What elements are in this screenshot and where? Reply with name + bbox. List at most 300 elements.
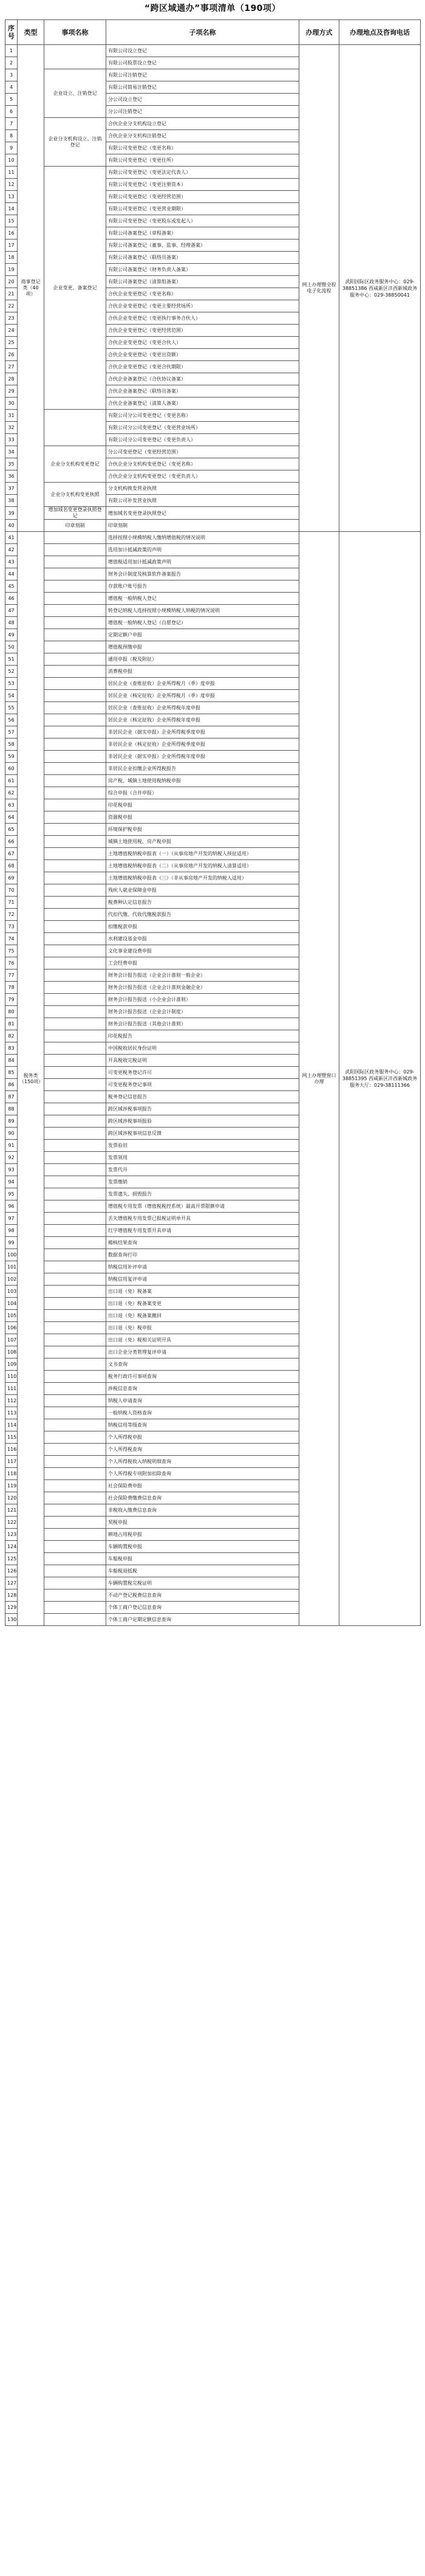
sub-item-name: 环境保护税申报 [106, 824, 299, 836]
sub-item-name: 车辆购置税完税证明 [106, 1577, 299, 1589]
row-number: 93 [5, 1164, 18, 1176]
sub-item-name: 增值税预缴申报 [106, 641, 299, 653]
sub-item-name: 税务行政许可事项查询 [106, 1371, 299, 1383]
row-number: 98 [5, 1225, 18, 1237]
row-number: 81 [5, 1018, 18, 1030]
item-category [44, 1067, 106, 1079]
row-number: 9 [5, 142, 18, 154]
item-category [44, 982, 106, 994]
item-category [44, 1529, 106, 1541]
item-category [44, 1042, 106, 1055]
sub-item-name: 出口退（免）税备案撤回 [106, 1310, 299, 1322]
sub-item-name: 中国税收居民身份证明 [106, 1042, 299, 1055]
item-category [44, 799, 106, 811]
sub-item-name: 合伙企业变更登记（变更名称） [106, 288, 299, 300]
item-category [44, 532, 106, 544]
sub-item-name: 有限公司备案登记（财务负责人备案） [106, 264, 299, 276]
row-number: 48 [5, 617, 18, 629]
sub-item-name: 合伙企业分支机构变更登记（变更负责人） [106, 470, 299, 483]
sub-item-name: 居民企业（查账征收）企业所得税月（季）度申报 [106, 678, 299, 690]
sub-item-name: 代扣代缴、代收代缴税款报告 [106, 909, 299, 921]
header-mode: 办理方式 [299, 20, 339, 45]
item-category [44, 1334, 106, 1346]
row-number: 50 [5, 641, 18, 653]
sub-item-name: 有限公司变更登记（变更法定代表人） [106, 167, 299, 179]
row-number: 54 [5, 690, 18, 702]
row-number: 30 [5, 398, 18, 410]
sub-item-name: 居民企业（核定征收）企业所得税年度申报 [106, 714, 299, 726]
item-category [44, 824, 106, 836]
row-number: 125 [5, 1553, 18, 1565]
sub-item-name: 合伙企业备案登记（合伙协议备案） [106, 373, 299, 385]
sub-item-name: 有限公司分公司变更登记（变更名称） [106, 410, 299, 422]
item-category [44, 994, 106, 1006]
row-number: 100 [5, 1249, 18, 1261]
item-category [44, 1261, 106, 1273]
row-number: 74 [5, 933, 18, 945]
row-number: 4 [5, 81, 18, 94]
item-table [5, 19, 421, 1626]
handling-mode: 网上办理暨全程电子化流程 [299, 45, 339, 532]
row-number: 23 [5, 312, 18, 325]
sub-item-name: 文书查询 [106, 1359, 299, 1371]
sub-item-name: 合伙企业变更登记（变更主要经营场所） [106, 300, 299, 312]
item-category [44, 1322, 106, 1334]
sub-item-name: 有限公司备案登记（联络员备案） [106, 252, 299, 264]
row-number: 80 [5, 1006, 18, 1018]
item-category [44, 1614, 106, 1626]
sub-item-name: 合伙企业分支机构变更登记（变更名称） [106, 458, 299, 470]
row-number: 8 [5, 130, 18, 142]
sub-item-name: 有限公司分公司变更登记（变更营业场所） [106, 422, 299, 434]
sub-item-name: 有限公司补发营业执照 [106, 495, 299, 507]
row-number: 77 [5, 969, 18, 982]
item-category [44, 957, 106, 969]
group-type: 税务类（150项） [18, 532, 44, 1626]
item-category [44, 1383, 106, 1395]
row-number: 94 [5, 1176, 18, 1188]
item-category [44, 1286, 106, 1298]
item-category [44, 909, 106, 921]
sub-item-name: 城镇土地使用税、房产税申报 [106, 836, 299, 848]
item-category [44, 848, 106, 860]
row-number: 47 [5, 605, 18, 617]
item-category [44, 1225, 106, 1237]
item-category: 印章刻制 [44, 520, 106, 532]
sub-item-name: 车船税退抵税 [106, 1565, 299, 1577]
row-number: 33 [5, 434, 18, 446]
item-category [44, 897, 106, 909]
item-category [44, 969, 106, 982]
row-number: 21 [5, 288, 18, 300]
row-number: 116 [5, 1444, 18, 1456]
row-number: 1 [5, 45, 18, 57]
item-category [44, 678, 106, 690]
row-number: 25 [5, 337, 18, 349]
row-number: 19 [5, 264, 18, 276]
row-number: 13 [5, 191, 18, 203]
sub-item-name: 合伙企业分支机构注销登记 [106, 130, 299, 142]
row-number: 86 [5, 1079, 18, 1091]
row-number: 14 [5, 203, 18, 215]
sub-item-name: 出口退（免）税相关证明开具 [106, 1334, 299, 1346]
row-number: 27 [5, 361, 18, 373]
item-category: 企业变更、备案登记 [44, 167, 106, 410]
sub-item-name: 纳税人申请查询 [106, 1395, 299, 1407]
sub-item-name: 合伙企业变更登记（变更经营范围） [106, 325, 299, 337]
sub-item-name: 一般纳税人资格查询 [106, 1407, 299, 1419]
row-number: 97 [5, 1213, 18, 1225]
sub-item-name: 有限公司备案登记（清算组备案） [106, 276, 299, 288]
item-category [44, 1589, 106, 1602]
sub-item-name: 财务会计报告报送（企业会计准则金融企业） [106, 982, 299, 994]
sub-item-name: 跨区域涉税事项报验 [106, 1115, 299, 1128]
sub-item-name: 个人所得税申报 [106, 1431, 299, 1444]
table-row [5, 45, 421, 57]
item-category [44, 1103, 106, 1115]
row-number: 6 [5, 106, 18, 118]
row-number: 16 [5, 227, 18, 239]
row-number: 51 [5, 653, 18, 666]
sub-item-name: 不动产登记税费信息查询 [106, 1589, 299, 1602]
sub-item-name: 印花税报告 [106, 1030, 299, 1042]
item-category [44, 556, 106, 568]
row-number: 44 [5, 568, 18, 580]
item-category [44, 1517, 106, 1529]
sub-item-name: 个体工商户登记信息查询 [106, 1602, 299, 1614]
item-category [44, 1152, 106, 1164]
item-category: 企业分支机构变更登记 [44, 446, 106, 483]
row-number: 35 [5, 458, 18, 470]
sub-item-name: 丢失增值税专用发票已报税证明单开具 [106, 1213, 299, 1225]
sub-item-name: 出口退（免）税申报 [106, 1322, 299, 1334]
item-category [44, 739, 106, 751]
sub-item-name: 耕地占用税申报 [106, 1529, 299, 1541]
row-number: 101 [5, 1261, 18, 1273]
sub-item-name: 稽核结果查询 [106, 1237, 299, 1249]
item-category [44, 1213, 106, 1225]
sub-item-name: 有限公司变更登记（变更名称） [106, 142, 299, 154]
sub-item-name: 社会保险费申报 [106, 1480, 299, 1492]
item-category [44, 1030, 106, 1042]
item-category [44, 1128, 106, 1140]
sub-item-name: 财务会计制度及核算软件备案报告 [106, 568, 299, 580]
item-category [44, 1310, 106, 1322]
sub-item-name: 契税申报 [106, 1517, 299, 1529]
item-category [44, 775, 106, 787]
sub-item-name: 转登记纳税人选择按照小规模纳税人纳税的情况说明 [106, 605, 299, 617]
header-name: 事项名称 [44, 20, 106, 45]
sub-item-name: 个体工商户定期定额信息查询 [106, 1614, 299, 1626]
sub-item-name: 数据查询打印 [106, 1249, 299, 1261]
sub-item-name: 水利建设基金申报 [106, 933, 299, 945]
row-number: 61 [5, 775, 18, 787]
sub-item-name: 出口退（免）税备案变更 [106, 1298, 299, 1310]
row-number: 127 [5, 1577, 18, 1589]
sub-item-name: 个人所得税收入纳税明细查询 [106, 1456, 299, 1468]
row-number: 69 [5, 872, 18, 884]
item-category [44, 860, 106, 872]
sub-item-name: 出口退（免）税备案 [106, 1286, 299, 1298]
row-number: 112 [5, 1395, 18, 1407]
row-number: 85 [5, 1067, 18, 1079]
row-number: 84 [5, 1055, 18, 1067]
sub-item-name: 土地增值税纳税申报表（三）（非从事房地产开发的纳税人适用） [106, 872, 299, 884]
row-number: 119 [5, 1480, 18, 1492]
sub-item-name: 发票代开 [106, 1164, 299, 1176]
item-category [44, 787, 106, 799]
row-number: 20 [5, 276, 18, 288]
table-body [5, 45, 421, 1626]
location-contact: 武阳国际区政务服务中心：029-38851386 西咸新区沣西新城政务服务中心：029-38850041 [339, 45, 421, 532]
sub-item-name: 增加域名变更登录执照登记 [106, 507, 299, 520]
row-number: 108 [5, 1346, 18, 1359]
item-category [44, 702, 106, 714]
sub-item-name: 财务会计报告报送（小企业会计准则） [106, 994, 299, 1006]
sub-item-name: 分支机构换发营业执照 [106, 483, 299, 495]
item-category [44, 580, 106, 593]
item-category [44, 1492, 106, 1504]
row-number: 36 [5, 470, 18, 483]
sub-item-name: 有限公司变更登记（变更股东或发起人） [106, 215, 299, 227]
sub-item-name: 扣缴税款申报 [106, 921, 299, 933]
item-category [44, 1273, 106, 1286]
sub-item-name: 非居民企业扣缴企业所得税报告 [106, 763, 299, 775]
sub-item-name: 综合申报（合并申报） [106, 787, 299, 799]
sub-item-name: 合伙企业变更登记（变更执行事务合伙人） [106, 312, 299, 325]
sub-item-name: 纳税信用复评申请 [106, 1273, 299, 1286]
sub-item-name: 非居民企业（据实申报）企业所得税季度申报 [106, 726, 299, 739]
row-number: 58 [5, 739, 18, 751]
row-number: 104 [5, 1298, 18, 1310]
sub-item-name: 资源税申报 [106, 811, 299, 824]
item-category: 企业设立、注销登记 [44, 69, 106, 118]
sub-item-name: 有限公司变更登记（变更注册资本） [106, 179, 299, 191]
row-number: 105 [5, 1310, 18, 1322]
sub-item-name: 合伙企业变更登记（变更合伙期限） [106, 361, 299, 373]
item-category [44, 1115, 106, 1128]
row-number: 41 [5, 532, 18, 544]
item-category [44, 1395, 106, 1407]
item-category [44, 1444, 106, 1456]
sub-item-name: 有限公司简易注销登记 [106, 81, 299, 94]
sub-item-name: 增值税一般纳税人登记 [106, 593, 299, 605]
sub-item-name: 涉税信息查询 [106, 1383, 299, 1395]
row-number: 90 [5, 1128, 18, 1140]
row-number: 111 [5, 1383, 18, 1395]
row-number: 122 [5, 1517, 18, 1529]
row-number: 46 [5, 593, 18, 605]
group-type: 商事登记类（40项） [18, 45, 44, 532]
sub-item-name: 财务会计报告报送（企业会计准则一般企业） [106, 969, 299, 982]
row-number: 39 [5, 507, 18, 520]
sub-item-name: 文化事业建设费申报 [106, 945, 299, 957]
sub-item-name: 财务会计报告报送（企业会计制度） [106, 1006, 299, 1018]
sub-item-name: 选择按照小规模纳税人缴纳增值税的情况说明 [106, 532, 299, 544]
sub-item-name: 消费税申报 [106, 666, 299, 678]
item-category [44, 1091, 106, 1103]
sub-item-name: 有限公司变更登记（变更经营范围） [106, 191, 299, 203]
item-category [44, 653, 106, 666]
row-number: 65 [5, 824, 18, 836]
row-number: 64 [5, 811, 18, 824]
sub-item-name: 个人所得税专项附加扣除查询 [106, 1468, 299, 1480]
sub-item-name: 税费种认定信息报告 [106, 897, 299, 909]
sub-item-name: 有限公司注销登记 [106, 69, 299, 81]
sub-item-name: 印章刻制 [106, 520, 299, 532]
row-number: 106 [5, 1322, 18, 1334]
sub-item-name: 社会保险费缴费信息查询 [106, 1492, 299, 1504]
row-number: 83 [5, 1042, 18, 1055]
row-number: 28 [5, 373, 18, 385]
row-number: 96 [5, 1200, 18, 1213]
sub-item-name: 有限公司备案登记（章程备案） [106, 227, 299, 239]
item-category [44, 1018, 106, 1030]
row-number: 89 [5, 1115, 18, 1128]
item-category [44, 45, 106, 69]
item-category [44, 1346, 106, 1359]
row-number: 95 [5, 1188, 18, 1200]
row-number: 128 [5, 1589, 18, 1602]
sub-item-name: 存款账户账号报告 [106, 580, 299, 593]
item-category [44, 410, 106, 446]
row-number: 79 [5, 994, 18, 1006]
row-number: 110 [5, 1371, 18, 1383]
item-category [44, 1602, 106, 1614]
sub-item-name: 车船税申报 [106, 1553, 299, 1565]
sub-item-name: 有限公司分公司变更登记（变更负责人） [106, 434, 299, 446]
row-number: 29 [5, 385, 18, 398]
item-category [44, 811, 106, 824]
sub-item-name: 合伙企业变更登记（变更合伙人） [106, 337, 299, 349]
item-category [44, 1456, 106, 1468]
sub-item-name: 车辆购置税申报 [106, 1541, 299, 1553]
row-number: 62 [5, 787, 18, 799]
item-category [44, 872, 106, 884]
item-category [44, 1249, 106, 1261]
item-category [44, 1431, 106, 1444]
item-category [44, 884, 106, 897]
sub-item-name: 有限公司变更登记（变更营业期限） [106, 203, 299, 215]
row-number: 45 [5, 580, 18, 593]
sub-item-name: 增值税专用发票（增值税税控系统）最高开票限额申请 [106, 1200, 299, 1213]
sub-item-name: 通用申报（税及附征） [106, 653, 299, 666]
table-row [5, 532, 421, 544]
header-item: 子项名称 [106, 20, 299, 45]
row-number: 75 [5, 945, 18, 957]
sub-item-name: 分公司注销登记 [106, 106, 299, 118]
item-category [44, 1298, 106, 1310]
sub-item-name: 有限公司股票设立登记 [106, 57, 299, 69]
row-number: 3 [5, 69, 18, 81]
row-number: 73 [5, 921, 18, 933]
row-number: 34 [5, 446, 18, 458]
item-category [44, 690, 106, 702]
sub-item-name: 合伙企业备案登记（清算人备案） [106, 398, 299, 410]
item-category [44, 1200, 106, 1213]
sub-item-name: 发票领用 [106, 1152, 299, 1164]
sub-item-name: 个人所得税查询 [106, 1444, 299, 1456]
sub-item-name: 非居民企业（据实申报）企业所得税年度申报 [106, 751, 299, 763]
sub-item-name: 税务登记信息报告 [106, 1091, 299, 1103]
sub-item-name: 有限公司变更登记（变更住所） [106, 154, 299, 167]
row-number: 43 [5, 556, 18, 568]
sub-item-name: 增值税适用加计抵减政策声明 [106, 556, 299, 568]
sub-item-name: 红字增值税专用发票开具申请 [106, 1225, 299, 1237]
row-number: 59 [5, 751, 18, 763]
sub-item-name: 纳税信用等级查询 [106, 1419, 299, 1431]
item-category [44, 1188, 106, 1200]
item-category [44, 1480, 106, 1492]
item-category [44, 921, 106, 933]
row-number: 49 [5, 629, 18, 641]
row-number: 113 [5, 1407, 18, 1419]
row-number: 117 [5, 1456, 18, 1468]
row-number: 60 [5, 763, 18, 775]
sub-item-name: 居民企业（查账征收）企业所得税年度申报 [106, 702, 299, 714]
sub-item-name: 合伙企业变更登记（变更出资额） [106, 349, 299, 361]
row-number: 129 [5, 1602, 18, 1614]
row-number: 42 [5, 544, 18, 556]
row-number: 38 [5, 495, 18, 507]
item-category [44, 763, 106, 775]
item-category [44, 605, 106, 617]
row-number: 68 [5, 860, 18, 872]
row-number: 7 [5, 118, 18, 130]
item-category [44, 1237, 106, 1249]
item-category [44, 617, 106, 629]
row-number: 126 [5, 1565, 18, 1577]
row-number: 92 [5, 1152, 18, 1164]
item-category: 增加域名变更登录执照登记 [44, 507, 106, 520]
row-number: 109 [5, 1359, 18, 1371]
item-category [44, 1371, 106, 1383]
row-number: 57 [5, 726, 18, 739]
sub-item-name: 财务会计报告报送（其他会计准则） [106, 1018, 299, 1030]
item-category [44, 1140, 106, 1152]
sub-item-name: 非税收入缴费信息查询 [106, 1504, 299, 1517]
sub-item-name: 土地增值税纳税申报表（一）（从事房地产开发的纳税人预征适用） [106, 848, 299, 860]
item-category [44, 666, 106, 678]
item-category [44, 933, 106, 945]
item-category [44, 1553, 106, 1565]
row-number: 121 [5, 1504, 18, 1517]
row-number: 114 [5, 1419, 18, 1431]
row-number: 66 [5, 836, 18, 848]
sub-item-name: 可变更税务登记许可 [106, 1067, 299, 1079]
item-category [44, 836, 106, 848]
row-number: 63 [5, 799, 18, 811]
item-category [44, 1079, 106, 1091]
row-number: 10 [5, 154, 18, 167]
row-number: 15 [5, 215, 18, 227]
item-category [44, 1055, 106, 1067]
sub-item-name: 跨区域涉税事项报告 [106, 1103, 299, 1115]
sub-item-name: 定期定额户申报 [106, 629, 299, 641]
item-category [44, 1577, 106, 1589]
item-category [44, 714, 106, 726]
item-category [44, 1541, 106, 1553]
row-number: 76 [5, 957, 18, 969]
row-number: 107 [5, 1334, 18, 1346]
row-number: 71 [5, 897, 18, 909]
row-number: 11 [5, 167, 18, 179]
row-number: 102 [5, 1273, 18, 1286]
sub-item-name: 开具税收完税证明 [106, 1055, 299, 1067]
item-category [44, 593, 106, 605]
row-number: 115 [5, 1431, 18, 1444]
row-number: 2 [5, 57, 18, 69]
